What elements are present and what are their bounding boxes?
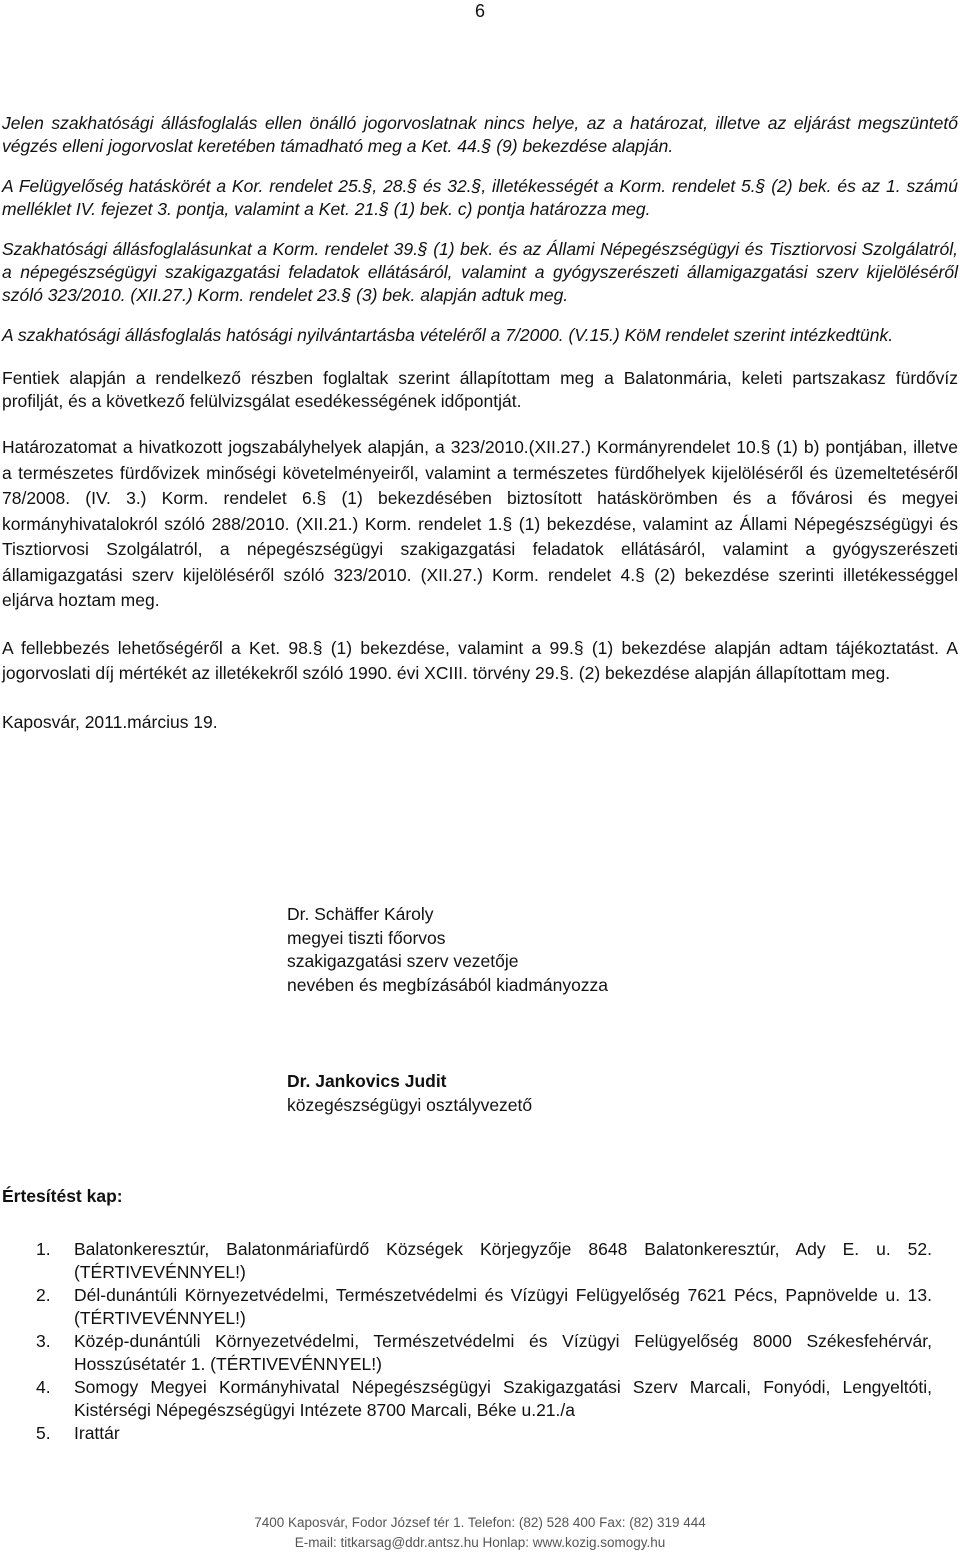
paragraph-legal-basis: Szakhatósági állásfoglalásunkat a Korm. rendelet 39.§ (1) bek. és az Állami Népegészségügyi és Tisztiorvosi Szolgálatról, a népegészségügyi szakigazgatási feladatok ellátásáról, valamint a gyógyszerészeti államigazgatási szerv kijelöléséről szóló 323/2010. (XII.27.) Korm. rendelet 23.§ (3) bek. alapján adtuk meg. [2, 239, 958, 305]
footer-contact: E-mail: titkarsag@ddr.antsz.hu Honlap: www.kozig.somogy.hu [294, 1535, 666, 1550]
list-item-text: Irattár [74, 1423, 120, 1443]
signatory-role: szakigazgatási szerv vezetője [287, 951, 519, 971]
signature-block-chief-officer [287, 903, 608, 997]
list-item [2, 1330, 932, 1375]
paragraph-registration: A szakhatósági állásfoglalás hatósági nyilvántartásba vételéről a 7/2000. (V.15.) KöM rendelet szerint intézkedtünk. [2, 325, 894, 345]
list-item [2, 1422, 932, 1445]
list-item-number: 1. [36, 1239, 51, 1259]
signatory-name: Dr. Jankovics Judit [287, 1071, 447, 1091]
list-item-text: Somogy Megyei Kormányhivatal Népegészségügyi Szakigazgatási Szerv Marcali, Fonyódi, Lengyeltóti, Kistérségi Népegészségügyi Intézete 8700 Marcali, Béke u.21./a [74, 1377, 932, 1420]
signatory-title: közegészségügyi osztályvezető [287, 1094, 533, 1115]
list-item-number: 4. [36, 1377, 51, 1397]
paragraph-findings: Fentiek alapján a rendelkező részben foglaltak szerint állapítottam meg a Balatonmária, keleti partszakasz fürdővíz profilját, és a következő felülvizsgálat esedékességének időpontját. [2, 368, 958, 411]
list-item [2, 1284, 932, 1329]
signatory-name: Dr. Schäffer Károly [287, 904, 434, 924]
list-item-number: 3. [36, 1331, 51, 1351]
recipients-list [2, 1238, 932, 1446]
signatory-authorization: nevében és megbízásából kiadmányozza [287, 974, 609, 995]
paragraph-decision-basis: Határozatomat a hivatkozott jogszabályhelyek alapján, a 323/2010.(XII.27.) Kormányrendelet 10.§ (1) b) pontjában, illetve a természetes fürdővizek minőségi követelményeiről, valamint a természetes fürdőhelyek kijelöléséről és üzemeltetéséről 78/2008. (IV. 3.) Korm. rendelet 6.§ (1) bekezdésében biztosított hatáskörömben és a fővárosi és megyei kormányhivatalokról szóló 288/2010. (XII.21.) Korm. rendelet 1.§ (1) bekezdése, valamint az Állami Népegészségügyi és Tisztiorvosi Szolgálatról, a népegészségügyi szakigazgatási feladatok ellátásáról, valamint a gyógyszerészeti államigazgatási szerv kijelöléséről szóló 323/2010. (XII.27.) Korm. rendelet 4.§ (2) bekezdése szerinti illetékességgel eljárva hoztam meg. [2, 437, 958, 610]
list-item-text: Dél-dunántúli Környezetvédelmi, Természetvédelmi és Vízügyi Felügyelőség 7621 Pécs, Papnövelde u. 13. (TÉRTIVEVÉNNYEL!) [74, 1285, 932, 1328]
list-item [2, 1376, 932, 1421]
paragraph-competence: A Felügyelőség hatáskörét a Kor. rendelet 25.§, 28.§ és 32.§, illetékességét a Korm. rendelet 5.§ (2) bek. és az 1. számú melléklet IV. fejezet 3. pontja, valamint a Ket. 21.§ (1) bek. c) pontja határozza meg. [2, 176, 958, 219]
list-item-number: 5. [36, 1423, 51, 1443]
paragraph-appeal-info: A fellebbezés lehetőségéről a Ket. 98.§ (1) bekezdése, valamint a 99.§ (1) bekezdése alapján adtam tájékoztatást. A jogorvoslati díj mértékét az illetékekről szóló 1990. évi XCIII. törvény 29.§. (2) bekezdése alapján állapítottam meg. [2, 637, 958, 683]
footer-address: 7400 Kaposvár, Fodor József tér 1. Telefon: (82) 528 400 Fax: (82) 319 444 [254, 1515, 706, 1530]
list-item-text: Közép-dunántúli Környezetvédelmi, Természetvédelmi és Vízügyi Felügyelőség 8000 Székesfehérvár, Hosszúsétatér 1. (TÉRTIVEVÉNNYEL!) [74, 1331, 932, 1374]
list-item-number: 2. [36, 1285, 51, 1305]
signatory-title: megyei tiszti főorvos [287, 927, 446, 948]
document-body [2, 112, 958, 734]
recipients-heading: Értesítést kap: [2, 1186, 123, 1206]
paragraph-appeal-note: Jelen szakhatósági állásfoglalás ellen önálló jogorvoslatnak nincs helye, az a határozat, illetve az eljárást megszüntető végzés elleni jogorvoslat keretében támadható meg a Ket. 44.§ (9) bekezdése alapján. [2, 113, 958, 156]
list-item [2, 1238, 932, 1283]
signature-block-head-of-department [287, 1070, 532, 1117]
place-and-date: Kaposvár, 2011.március 19. [2, 711, 218, 732]
page-number: 6 [474, 1, 485, 21]
list-item-text: Balatonkeresztúr, Balatonmáriafürdő Községek Körjegyzője 8648 Balatonkeresztúr, Ady E. u. 52. (TÉRTIVEVÉNNYEL!) [74, 1239, 932, 1282]
